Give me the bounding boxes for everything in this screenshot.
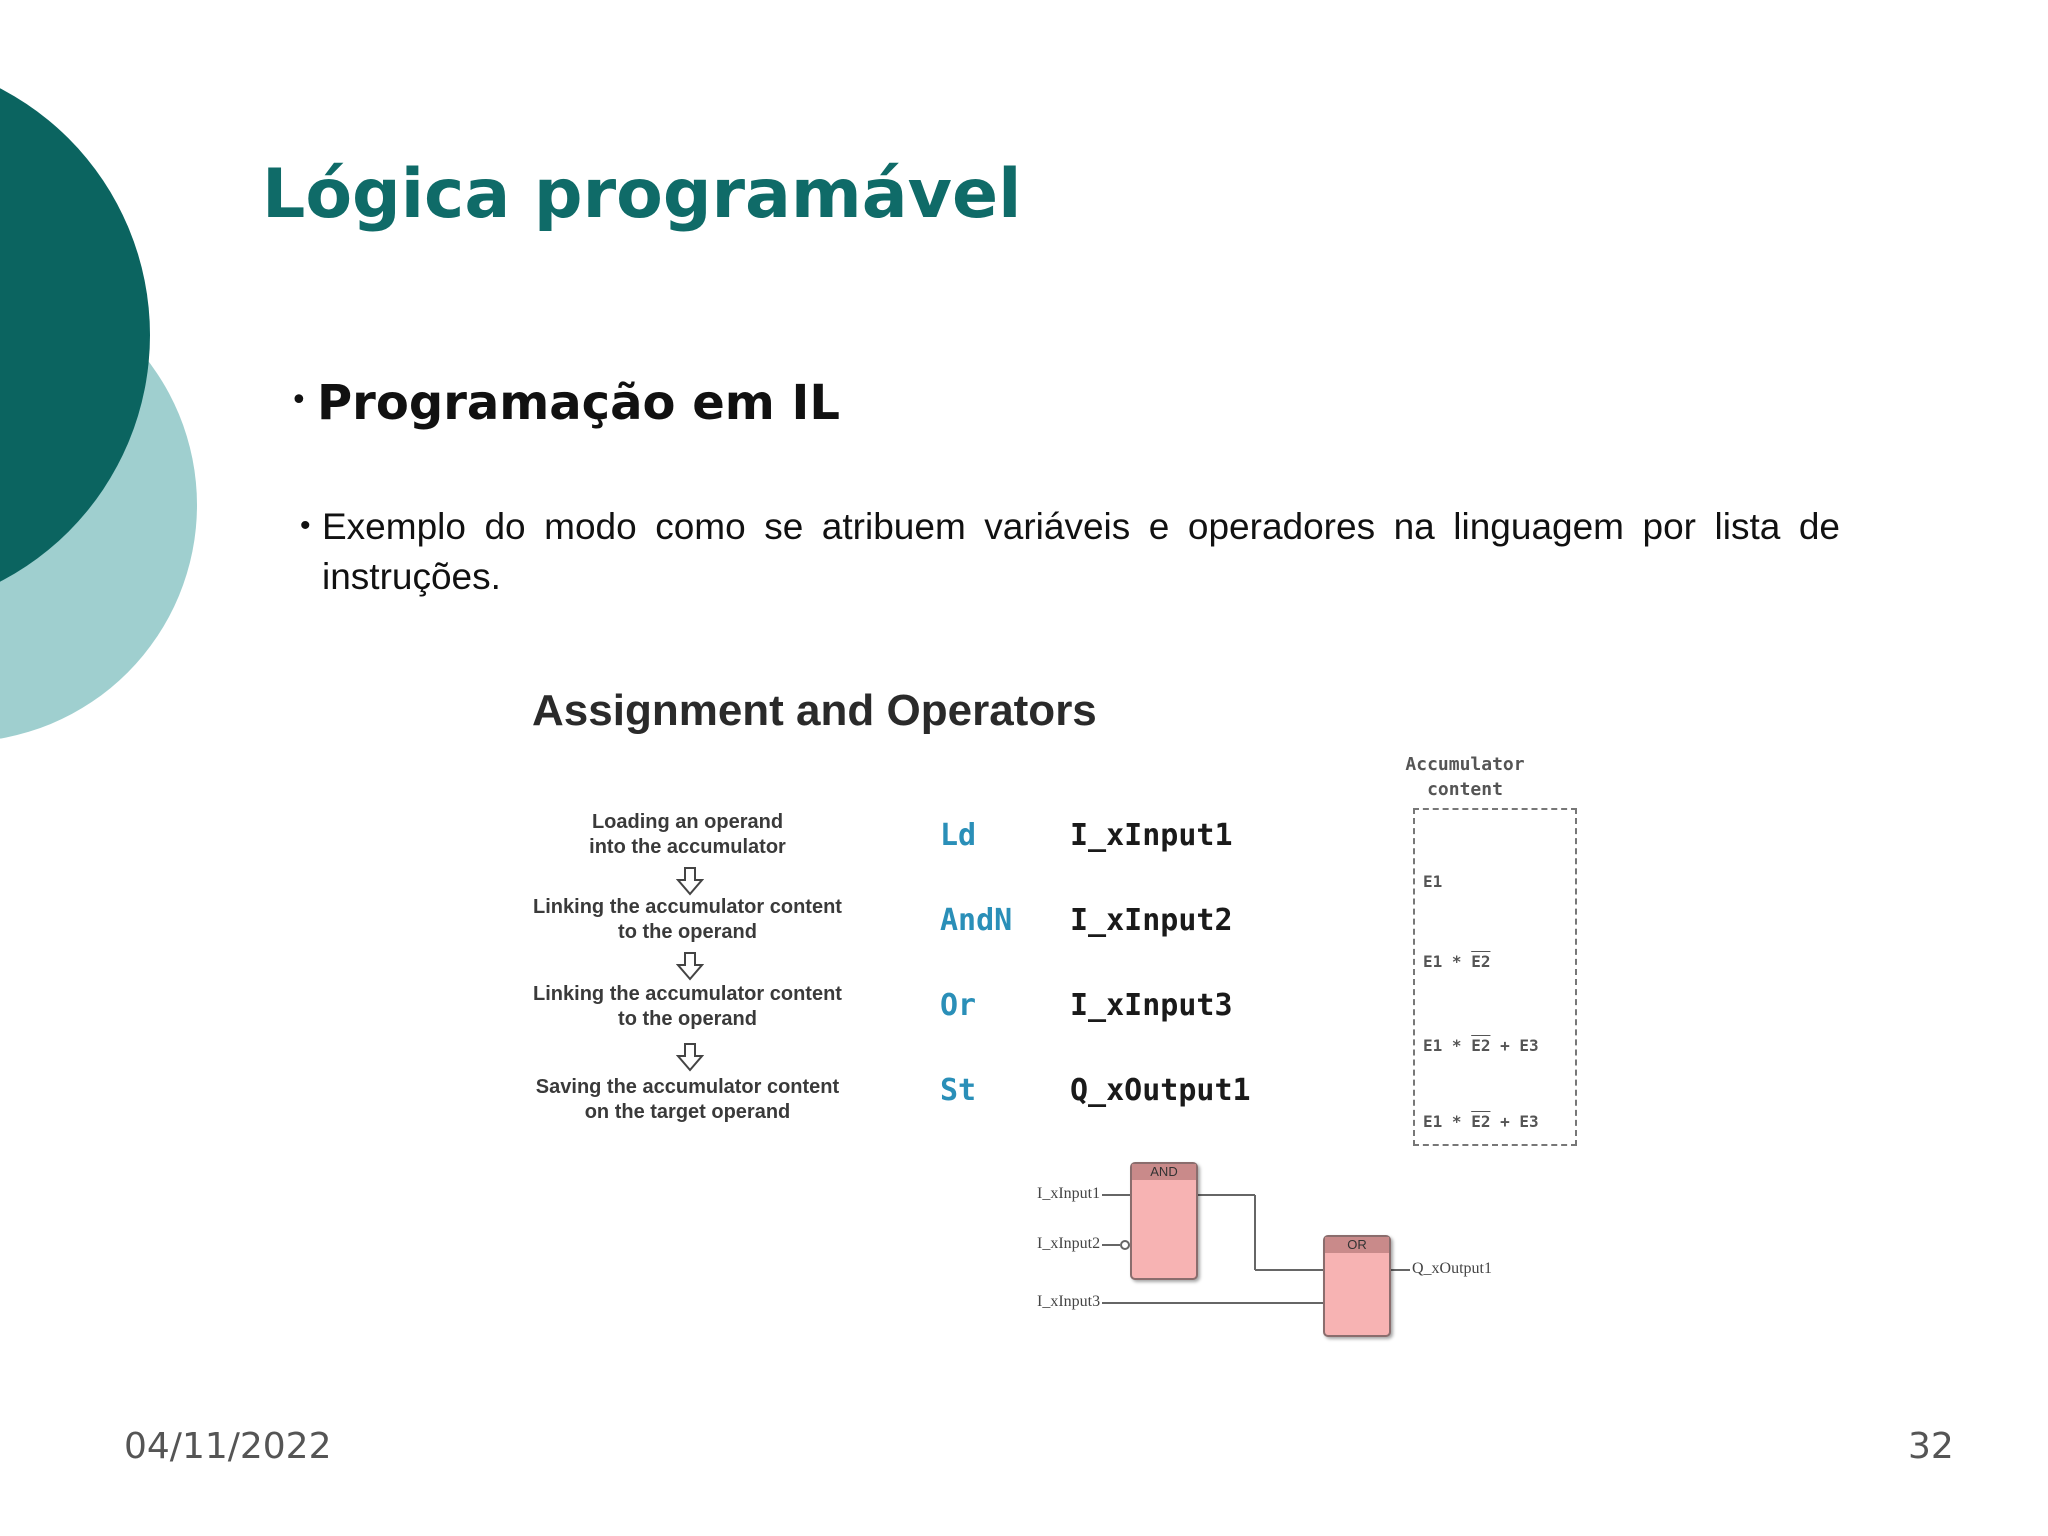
footer-date: 04/11/2022 — [124, 1426, 332, 1467]
or-block — [1323, 1235, 1391, 1337]
il-operator-st: St — [940, 1073, 977, 1108]
il-operator-or: Or — [940, 988, 977, 1023]
il-operand-2: I_xInput2 — [1070, 903, 1233, 938]
decorative-circles — [0, 0, 260, 820]
footer-page-number: 32 — [1908, 1426, 1954, 1467]
and-block — [1130, 1162, 1198, 1280]
accumulator-expr-4: E1 * E2 + E3 — [1423, 1112, 1539, 1131]
fbd-input-1: I_xInput1 — [1037, 1185, 1101, 1202]
bullet-sub-text: Exemplo do modo como se atribuem variáveis e operadores na linguagem por lista de instruções. — [322, 506, 1840, 597]
step-link-1: Linking the accumulator content to the operand — [533, 896, 842, 943]
il-operand-1: I_xInput1 — [1070, 818, 1233, 853]
step-load: Loading an operand into the accumulator — [589, 811, 786, 858]
fbd-input-3: I_xInput3 — [1037, 1293, 1101, 1310]
or-block-label: OR — [1325, 1237, 1389, 1253]
bullet-sub — [300, 502, 1840, 602]
slide-title: Lógica programável — [262, 155, 1022, 234]
fbd-input-2: I_xInput2 — [1037, 1235, 1101, 1252]
step-save: Saving the accumulator content on the target operand — [535, 1076, 840, 1123]
bullet-dot: • — [300, 509, 311, 542]
figure-title: Assignment and Operators — [532, 686, 1097, 735]
accumulator-expr-3: E1 * E2 + E3 — [1423, 1036, 1539, 1055]
fbd-wires — [510, 670, 1610, 1360]
il-operator-andn: AndN — [940, 903, 1013, 938]
bullet-main — [292, 375, 840, 431]
step-link-2: Linking the accumulator content to the operand — [533, 983, 842, 1030]
il-operand-4: Q_xOutput1 — [1070, 1073, 1251, 1108]
il-figure — [510, 670, 1610, 1360]
bullet-main-text: Programação em IL — [317, 375, 840, 431]
il-operator-ld: Ld — [940, 818, 977, 853]
accumulator-title: Accumulator content — [1405, 754, 1525, 800]
accumulator-expr-1: E1 — [1423, 872, 1443, 891]
accumulator-expr-2: E1 * E2 — [1423, 952, 1491, 971]
and-block-label: AND — [1132, 1164, 1196, 1180]
fbd-output: Q_xOutput1 — [1412, 1260, 1492, 1277]
il-operand-3: I_xInput3 — [1070, 988, 1233, 1023]
bullet-dot: • — [290, 383, 308, 418]
